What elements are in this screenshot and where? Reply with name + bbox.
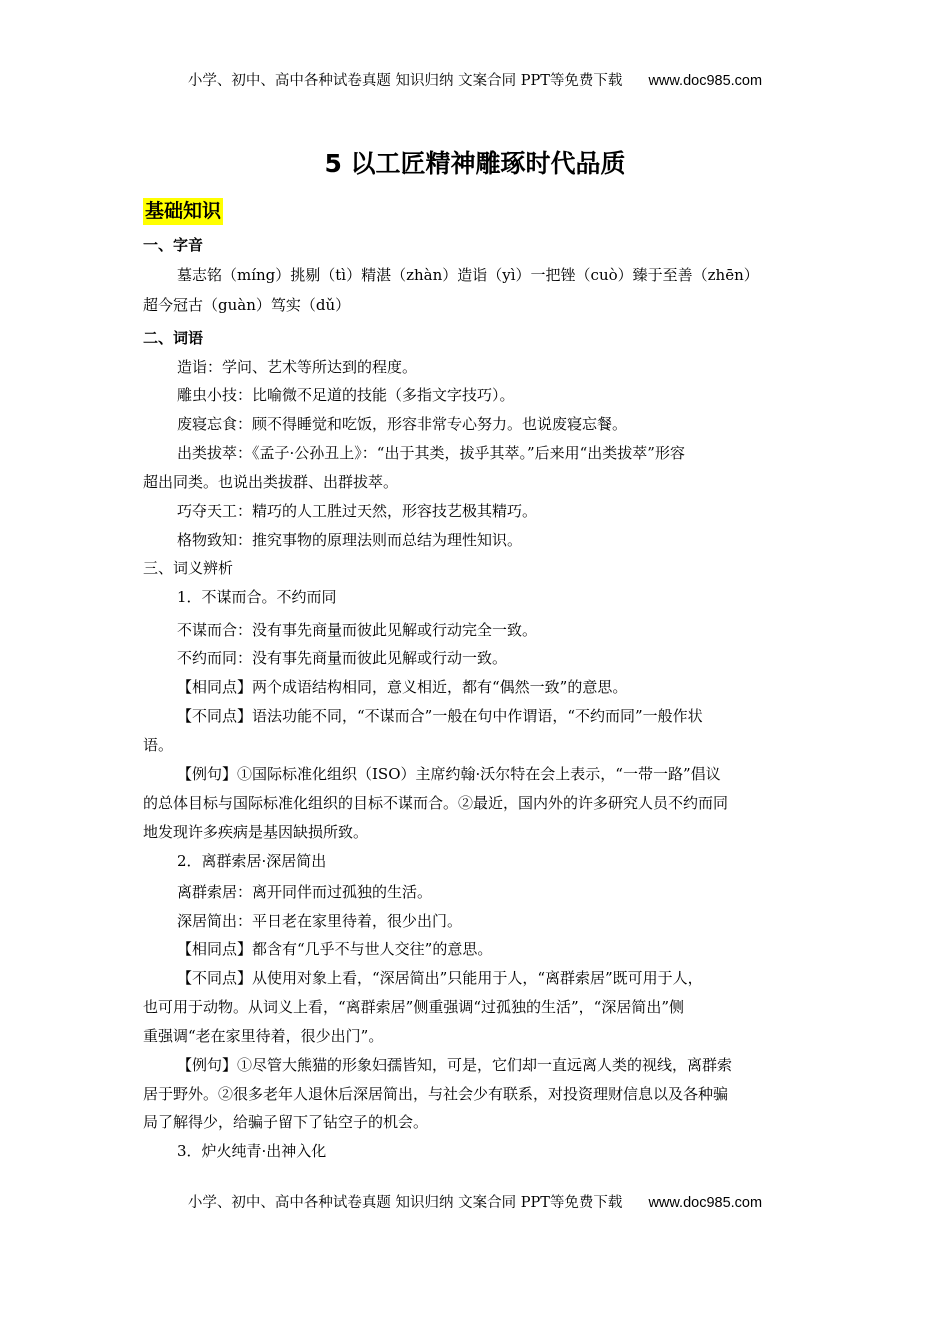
text-line: 雕虫小技：比喻微不足道的技能（多指文字技巧）。 <box>177 386 515 404</box>
footer-site: www.doc985.com <box>648 1195 763 1211</box>
text-line: 局了解得少，给骗子留下了钻空子的机会。 <box>143 1113 429 1131</box>
text-line: 【例句】①尽管大熊猫的形象妇孺皆知，可是，它们却一直远离人类的视线，离群索 <box>177 1056 733 1074</box>
text-line: 语。 <box>143 736 174 754</box>
text-line: 【例句】①国际标准化组织（ISO）主席约翰·沃尔特在会上表示，“一带一路”倡议 <box>177 765 721 783</box>
subheading: 3．炉火纯青·出神入化 <box>177 1142 327 1160</box>
text-line: 深居简出：平日老在家里待着，很少出门。 <box>177 912 463 930</box>
text-line: 不约而同：没有事先商量而彼此见解或行动一致。 <box>177 649 508 667</box>
text-line: 也可用于动物。从词义上看，“离群索居”侧重强调“过孤独的生活”，“深居简出”侧 <box>143 998 685 1016</box>
footer-text: 小学、初中、高中各种试卷真题 知识归纳 文案合同 PPT等免费下载 <box>187 1195 623 1211</box>
text-line: 【相同点】都含有“几乎不与世人交往”的意思。 <box>177 940 493 958</box>
header-site: www.doc985.com <box>648 73 763 89</box>
text-line: 出类拔萃：《孟子·公孙丑上》：“出于其类，拔乎其萃。”后来用“出类拔萃”形容 <box>177 444 685 462</box>
text-line: 的总体目标与国际标准化组织的目标不谋而合。②最近，国内外的许多研究人员不约而同 <box>143 794 729 812</box>
text-line: 超出同类。也说出类拔群、出群拔萃。 <box>143 473 399 491</box>
heading-pronunciation: 一、字音 <box>143 236 204 254</box>
heading-vocabulary: 二、词语 <box>143 329 204 347</box>
document-title: 5 以工匠精神雕琢时代品质 <box>324 149 626 178</box>
page-header <box>0 69 950 90</box>
section-heading: 基础知识 <box>143 198 223 225</box>
text-line: 离群索居：离开同伴而过孤独的生活。 <box>177 883 433 901</box>
text-line: 【相同点】两个成语结构相同，意义相近，都有“偶然一致”的意思。 <box>177 678 628 696</box>
text-line: 废寝忘食：顾不得睡觉和吃饭，形容非常专心努力。也说废寝忘餐。 <box>177 415 628 433</box>
text-line: 巧夺天工：精巧的人工胜过天然，形容技艺极其精巧。 <box>177 502 538 520</box>
text-line: 格物致知：推究事物的原理法则而总结为理性知识。 <box>177 531 523 549</box>
text-line: 【不同点】从使用对象上看，“深居简出”只能用于人，“离群索居”既可用于人， <box>177 969 703 987</box>
text-line: 地发现许多疾病是基因缺损所致。 <box>143 823 369 841</box>
text-line: 造诣：学问、艺术等所达到的程度。 <box>177 358 418 376</box>
subheading: 2．离群索居·深居简出 <box>177 852 327 870</box>
text-line: 居于野外。②很多老年人退休后深居简出，与社会少有联系，对投资理财信息以及各种骗 <box>143 1085 729 1103</box>
page-footer <box>0 1191 950 1212</box>
text-line: 超今冠古（guàn）笃实（dǔ） <box>143 296 351 314</box>
text-line: 不谋而合：没有事先商量而彼此见解或行动完全一致。 <box>177 621 538 639</box>
text-line: 墓志铭（míng）挑剔（tì）精湛（zhàn）造诣（yì）一把锉（cuò）臻于至善（zhēn） <box>177 266 759 284</box>
text-line: 【不同点】语法功能不同，“不谋而合”一般在句中作谓语，“不约而同”一般作状 <box>177 707 703 725</box>
subheading: 1．不谋而合。不约而同 <box>177 588 337 606</box>
header-text: 小学、初中、高中各种试卷真题 知识归纳 文案合同 PPT等免费下载 <box>187 73 623 89</box>
heading-word-analysis: 三、词义辨析 <box>143 559 234 577</box>
text-line: 重强调“老在家里待着，很少出门”。 <box>143 1027 384 1045</box>
